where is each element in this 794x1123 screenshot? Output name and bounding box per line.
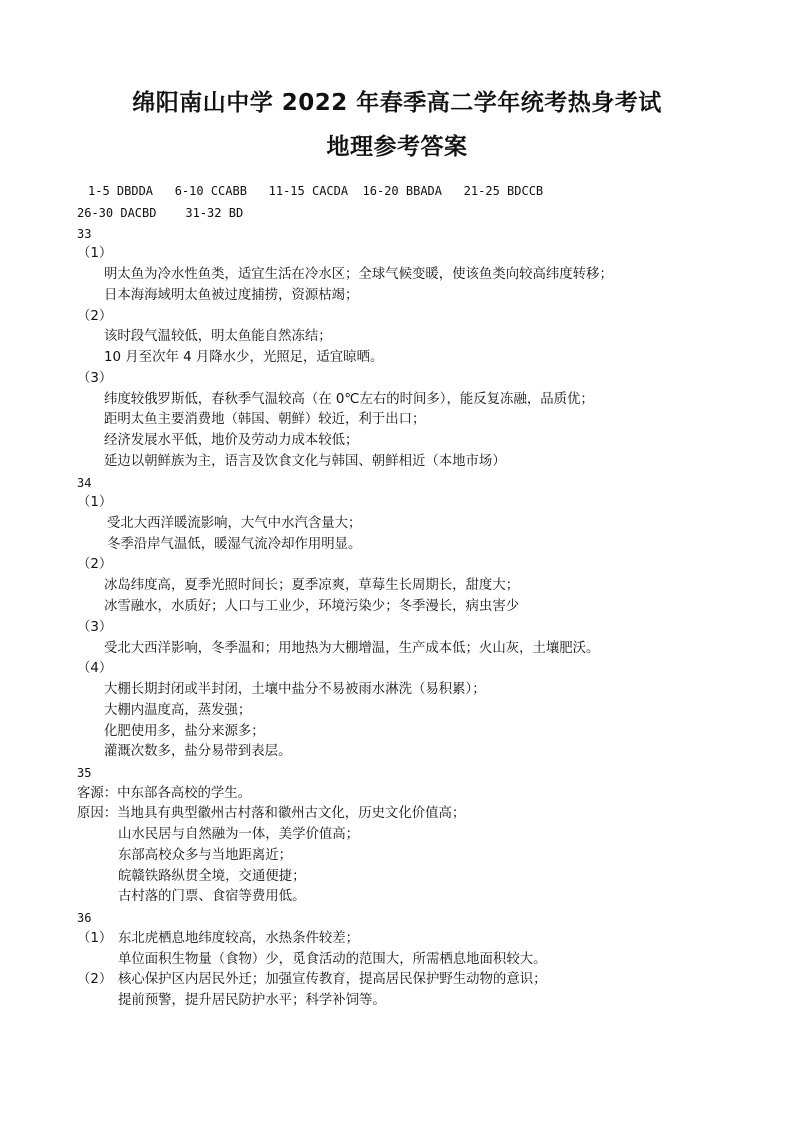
q34-part4-label: （4） [77,661,113,676]
q36-part2-line: 核心保护区内居民外迁；加强宣传教育，提高居民保护野生动物的意识； [118,972,547,987]
q35-reason-line: 山水民居与自然融为一体，美学价值高； [118,827,360,842]
q35-reason: 原因：当地具有典型徽州古村落和徽州古文化，历史文化价值高； [77,806,466,821]
q35-reason-line: 皖赣铁路纵贯全境，交通便捷； [118,869,306,884]
q34-part4-line: 灌溉次数多，盐分易带到表层。 [104,744,292,759]
q34-part4-line: 化肥使用多，盐分来源多； [104,724,265,739]
q34-part3-line: 受北大西洋影响，冬季温和；用地热为大棚增温，生产成本低；火山灰，土壤肥沃。 [104,641,600,656]
q33-part2-line: 10 月至次年 4 月降水少，光照足，适宜晾晒。 [104,350,384,365]
q36-part2-line: 提前预警，提升居民防护水平；科学补饲等。 [118,993,386,1008]
q33-part1-label: （1） [77,246,113,261]
q34-part2-line: 冰岛纬度高，夏季光照时间长；夏季凉爽，草莓生长周期长，甜度大； [104,578,520,593]
q36-number: 36 [77,911,92,925]
q34-part2-label: （2） [77,557,113,572]
q33-part3-label: （3） [77,371,113,386]
q33-number: 33 [77,227,92,241]
q33-part2-label: （2） [77,309,113,324]
mc-answers-line-2: 26-30 DACBD 31-32 BD [77,206,244,220]
q36-part1-line: 单位面积生物量（食物）少，觅食活动的范围大，所需栖息地面积较大。 [118,952,547,967]
page-title: 绵阳南山中学 2022 年春季高二学年统考热身考试 [132,90,662,116]
q33-part3-line: 延边以朝鲜族为主，语言及饮食文化与韩国、朝鲜相近（本地市场） [104,454,506,469]
q34-part2-line: 冰雪融水，水质好；人口与工业少，环境污染少；冬季漫长，病虫害少 [104,599,520,614]
page-subtitle: 地理参考答案 [326,134,468,160]
q35-reason-line: 古村落的门票、食宿等费用低。 [118,889,306,904]
q34-number: 34 [77,476,92,490]
q35-source: 客源：中东部各高校的学生。 [77,786,252,801]
q36-part1-line: 东北虎栖息地纬度较高，水热条件较差； [118,931,360,946]
q33-part3-line: 纬度较俄罗斯低，春秋季气温较高（在 0℃左右的时间多），能反复冻融，品质优； [104,392,594,407]
q35-number: 35 [77,766,92,780]
q34-part1-label: （1） [77,495,113,510]
q36-part2-label: （2） [77,972,113,987]
q35-reason-line: 东部高校众多与当地距离近； [118,848,293,863]
q34-part1-line: 冬季沿岸气温低，暖湿气流冷却作用明显。 [107,537,362,552]
q34-part4-line: 大棚长期封闭或半封闭，土壤中盐分不易被雨水淋洗（易积累）； [104,682,486,697]
q33-part1-line: 明太鱼为冷水性鱼类，适宜生活在冷水区；全球气候变暖，使该鱼类向较高纬度转移； [104,267,613,282]
q34-part4-line: 大棚内温度高，蒸发强； [104,703,252,718]
q34-part1-line: 受北大西洋暖流影响，大气中水汽含量大； [107,516,362,531]
q34-part3-label: （3） [77,620,113,635]
q33-part1-line: 日本海海域明太鱼被过度捕捞，资源枯竭； [104,288,359,303]
q36-part1-label: （1） [77,931,113,946]
q33-part2-line: 该时段气温较低，明太鱼能自然冻结； [104,329,332,344]
q33-part3-line: 距明太鱼主要消费地（韩国、朝鲜）较近，利于出口； [104,412,426,427]
mc-answers-line-1: 1-5 DBDDA 6-10 CCABB 11-15 CACDA 16-20 BBADA 21-25 BDCCB [88,184,544,198]
q33-part3-line: 经济发展水平低，地价及劳动力成本较低； [104,433,359,448]
